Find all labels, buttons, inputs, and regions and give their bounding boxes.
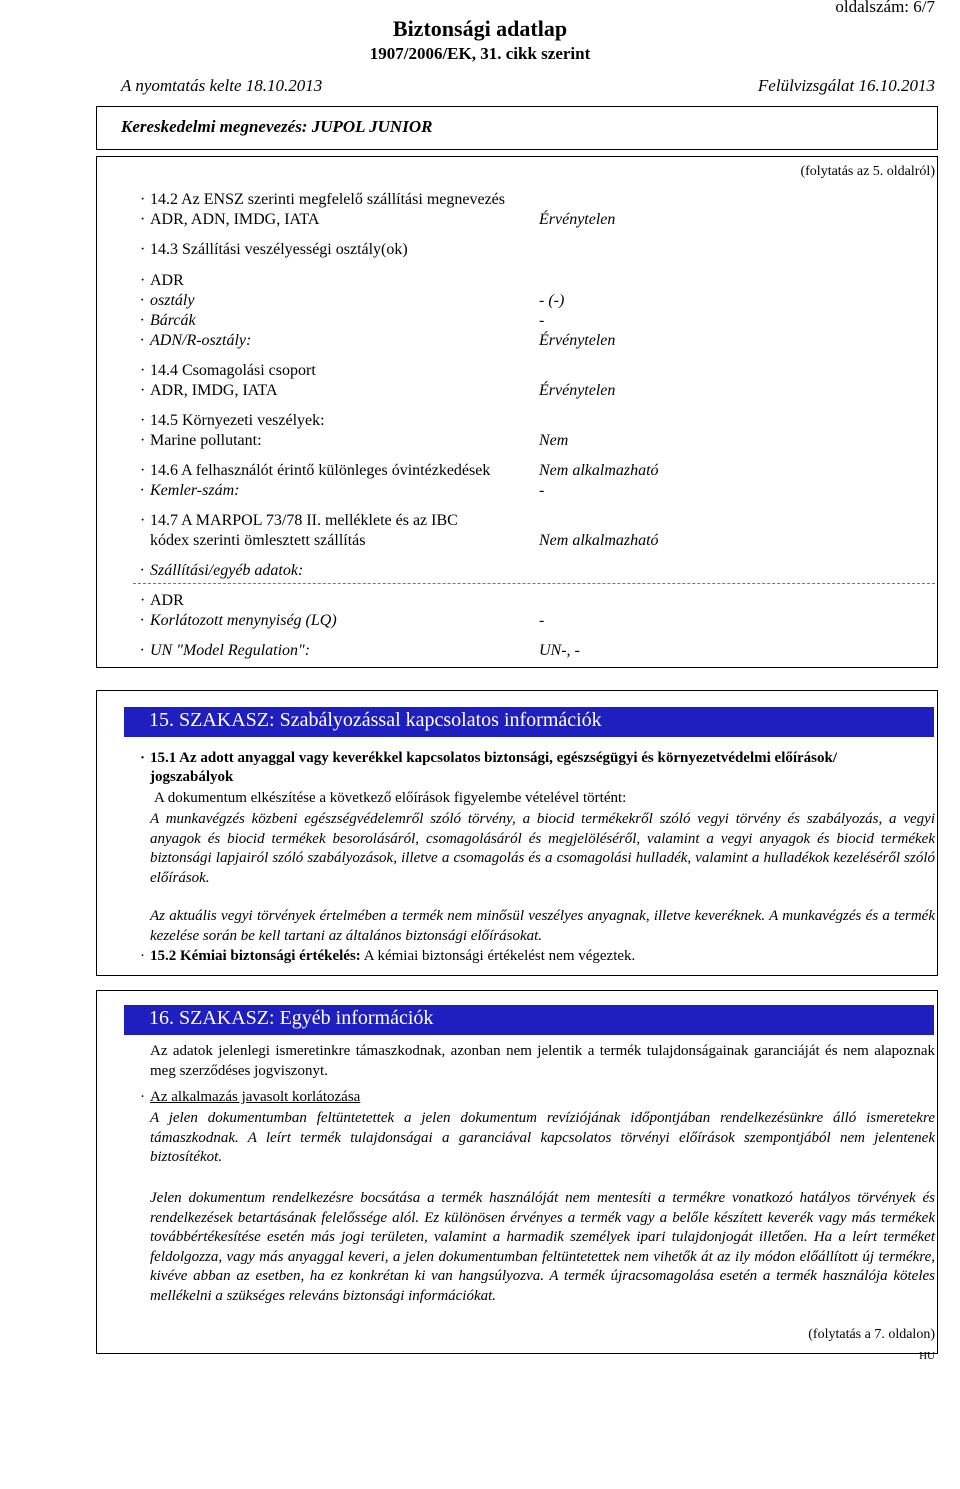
adnr-label: · ADN/R-osztály: [140, 332, 252, 349]
heading-15-2-bold: 15.2 Kémiai biztonsági értékelés: [150, 948, 361, 964]
heading-15-2-text: A kémiai biztonsági értékelést nem végeztek. [360, 948, 636, 964]
un-model-text: UN "Model Regulation": [150, 642, 311, 659]
heading-14-7-value: Nem alkalmazható [539, 532, 659, 549]
kemler-label: · Kemler-szám: [140, 482, 240, 499]
heading-14-6-value: Nem alkalmazható [539, 462, 659, 479]
continued-from: (folytatás az 5. oldalról) [800, 164, 935, 179]
dashed-divider [133, 583, 935, 584]
packing-group-text: ADR, IMDG, IATA [150, 382, 278, 399]
section-16-header [124, 1005, 934, 1035]
row-adr-text: ADR, ADN, IMDG, IATA [150, 211, 320, 228]
packing-group-label: · ADR, IMDG, IATA [140, 382, 278, 399]
limitation-heading-text: Az alkalmazás javasolt korlátozása [150, 1089, 361, 1105]
adr2-label: · ADR [140, 592, 184, 609]
section-15-title: 15. SZAKASZ: Szabályozással kapcsolatos információk [149, 709, 602, 731]
lq-label: · Korlátozott menynyiség (LQ) [140, 612, 337, 629]
marine-pollutant-label: · Marine pollutant: [140, 432, 262, 449]
heading-14-4: · 14.4 Csomagolási csoport [140, 362, 316, 379]
document-subtitle: 1907/2006/EK, 31. cikk szerint [369, 44, 591, 63]
transport-info-text: Szállítási/egyéb adatok: [150, 562, 304, 579]
row-adr-value: Érvénytelen [539, 211, 616, 228]
doc-prepared-line: A dokumentum elkészítése a következő előírások figyelembe vételével történt: [154, 790, 627, 806]
heading-14-5-text: 14.5 Környezeti veszélyek: [150, 412, 325, 429]
class-label: · osztály [140, 292, 195, 309]
heading-15-1-line1: 15.1 Az adott anyaggal vagy keverékkel kapcsolatos biztonsági, egészségügyi és környezetvédelmi előírások/ [150, 750, 838, 766]
disclaimer-paragraph: Az adatok jelenlegi ismeretinkre támaszkodnak, azonban nem jelentik a termék tulajdonságainak garanciáját és nem alapoznak meg szerződéses jogviszonyt. [150, 1043, 935, 1079]
lq-text: Korlátozott menynyiség (LQ) [150, 612, 337, 629]
un-model-value: UN-, - [539, 642, 580, 659]
trade-name: Kereskedelmi megnevezés: JUPOL JUNIOR [121, 117, 433, 136]
limitation-heading: · Az alkalmazás javasolt korlátozása [140, 1089, 361, 1105]
row-adr-label: · ADR, ADN, IMDG, IATA [140, 211, 320, 228]
heading-14-7-line2: kódex szerinti ömlesztett szállítás [150, 532, 366, 549]
labels-text: Bárcák [150, 312, 196, 329]
revision-date: Felülvizsgálat 16.10.2013 [757, 76, 935, 95]
heading-15-2: · 15.2 Kémiai biztonsági értékelés: A kémiai biztonsági értékelést nem végeztek. [140, 948, 636, 964]
transport-info-label: · Szállítási/egyéb adatok: [140, 562, 304, 579]
responsibility-paragraph: Jelen dokumentum rendelkezésre bocsátása a termék használóját nem mentesíti a termékre vonatkozó hatályos törvények és rendelkezések betartásának felelőssége alól. Ez különösen érvényes a termék vagy a belőle készített keverék vagy más termékek továbbértékesítése esetén más jogi területen, valamint a harmadik személyek ipari tulajdonjogát illetően. Ha a leírt terméket feldolgozza, vagy más anyaggal keveri, a jelen dokumentumban feltüntetettek nem vihetők át az ily módon előállított új termékre, kivéve abban az esetben, ha ez konkrétan ki van hangsúlyozva. A termék újracsomagolása esetén a termék használója köteles mellékelni a szükséges releváns biztonsági információkat. [150, 1190, 935, 1304]
classification-paragraph: Az aktuális vegyi törvények értelmében a termék nem minősül veszélyes anyagnak, illetve keveréknek. A munkavégzés és a termék kezelése során be kell tartani az általános biztonsági előírásokat. [150, 908, 935, 944]
adr2-text: ADR [150, 592, 184, 609]
heading-14-2-text: 14.2 Az ENSZ szerinti megfelelő szállítási megnevezés [150, 191, 505, 208]
adr-label: · ADR [140, 272, 184, 289]
heading-15-1: · 15.1 Az adott anyaggal vagy keverékkel kapcsolatos biztonsági, egészségügyi és környezetvédelmi előírások/ [140, 750, 838, 766]
labels-label: · Bárcák [140, 312, 196, 329]
heading-14-3: · 14.3 Szállítási veszélyességi osztály(ok) [140, 241, 408, 258]
class-value: - (-) [539, 292, 565, 309]
adnr-text: ADN/R-osztály: [150, 332, 252, 349]
heading-14-7: · 14.7 A MARPOL 73/78 II. melléklete és az IBC [140, 512, 458, 529]
page-number: oldalszám: 6/7 [835, 0, 935, 16]
class-text: osztály [150, 292, 195, 309]
marine-pollutant-value: Nem [539, 432, 569, 449]
heading-14-7-line1: 14.7 A MARPOL 73/78 II. melléklete és az IBC [150, 512, 458, 529]
lq-value: - [539, 612, 545, 629]
heading-14-4-text: 14.4 Csomagolási csoport [150, 362, 316, 379]
heading-15-1-line2: jogszabályok [150, 769, 234, 785]
document-title: Biztonsági adatlap [392, 16, 568, 41]
heading-14-6-text: 14.6 A felhasználót érintő különleges óvintézkedések [150, 462, 491, 479]
marine-pollutant-text: Marine pollutant: [150, 432, 262, 449]
continued-to: (folytatás a 7. oldalon) [808, 1327, 935, 1342]
kemler-text: Kemler-szám: [150, 482, 240, 499]
print-date: A nyomtatás kelte 18.10.2013 [121, 76, 323, 95]
heading-14-6: · 14.6 A felhasználót érintő különleges óvintézkedések [140, 462, 491, 479]
language-code: HU [919, 1350, 935, 1362]
labels-value: - [539, 312, 545, 329]
heading-14-2: · 14.2 Az ENSZ szerinti megfelelő szállítási megnevezés [140, 191, 505, 208]
adr-text: ADR [150, 272, 184, 289]
regulations-paragraph: A munkavégzés közbeni egészségvédelemről szóló törvény, a biocid termékekről szóló vegyi törvény és szabályozás, a vegyi anyagok és biocid termékek besorolásáról, csomagolásáról és megjelöléséről, valamint a vegyi anyagok és biocid termékek biztonsági lapjairól szóló szabályozások, illetve a csomagolás és a csomagolási hulladék, valamint a hulladékok kezeléséről szóló előírások. [150, 811, 935, 886]
section-16-title: 16. SZAKASZ: Egyéb információk [149, 1007, 434, 1029]
heading-14-5: · 14.5 Környezeti veszélyek: [140, 412, 325, 429]
limitation-paragraph: A jelen dokumentumban feltüntetettek a jelen dokumentum revíziójának időpontjában rendelkezésünkre álló ismeretekre támaszkodnak. A leírt termék tulajdonságai a garanciával kapcsolatos törvényi előírások szempontjából nem jelentenek biztosítékot. [150, 1110, 935, 1165]
packing-group-value: Érvénytelen [539, 382, 616, 399]
heading-14-3-text: 14.3 Szállítási veszélyességi osztály(ok) [150, 241, 408, 258]
adnr-value: Érvénytelen [539, 332, 616, 349]
kemler-value: - [539, 482, 545, 499]
un-model-label: · UN "Model Regulation": [140, 642, 311, 659]
section-15-header [124, 707, 934, 737]
